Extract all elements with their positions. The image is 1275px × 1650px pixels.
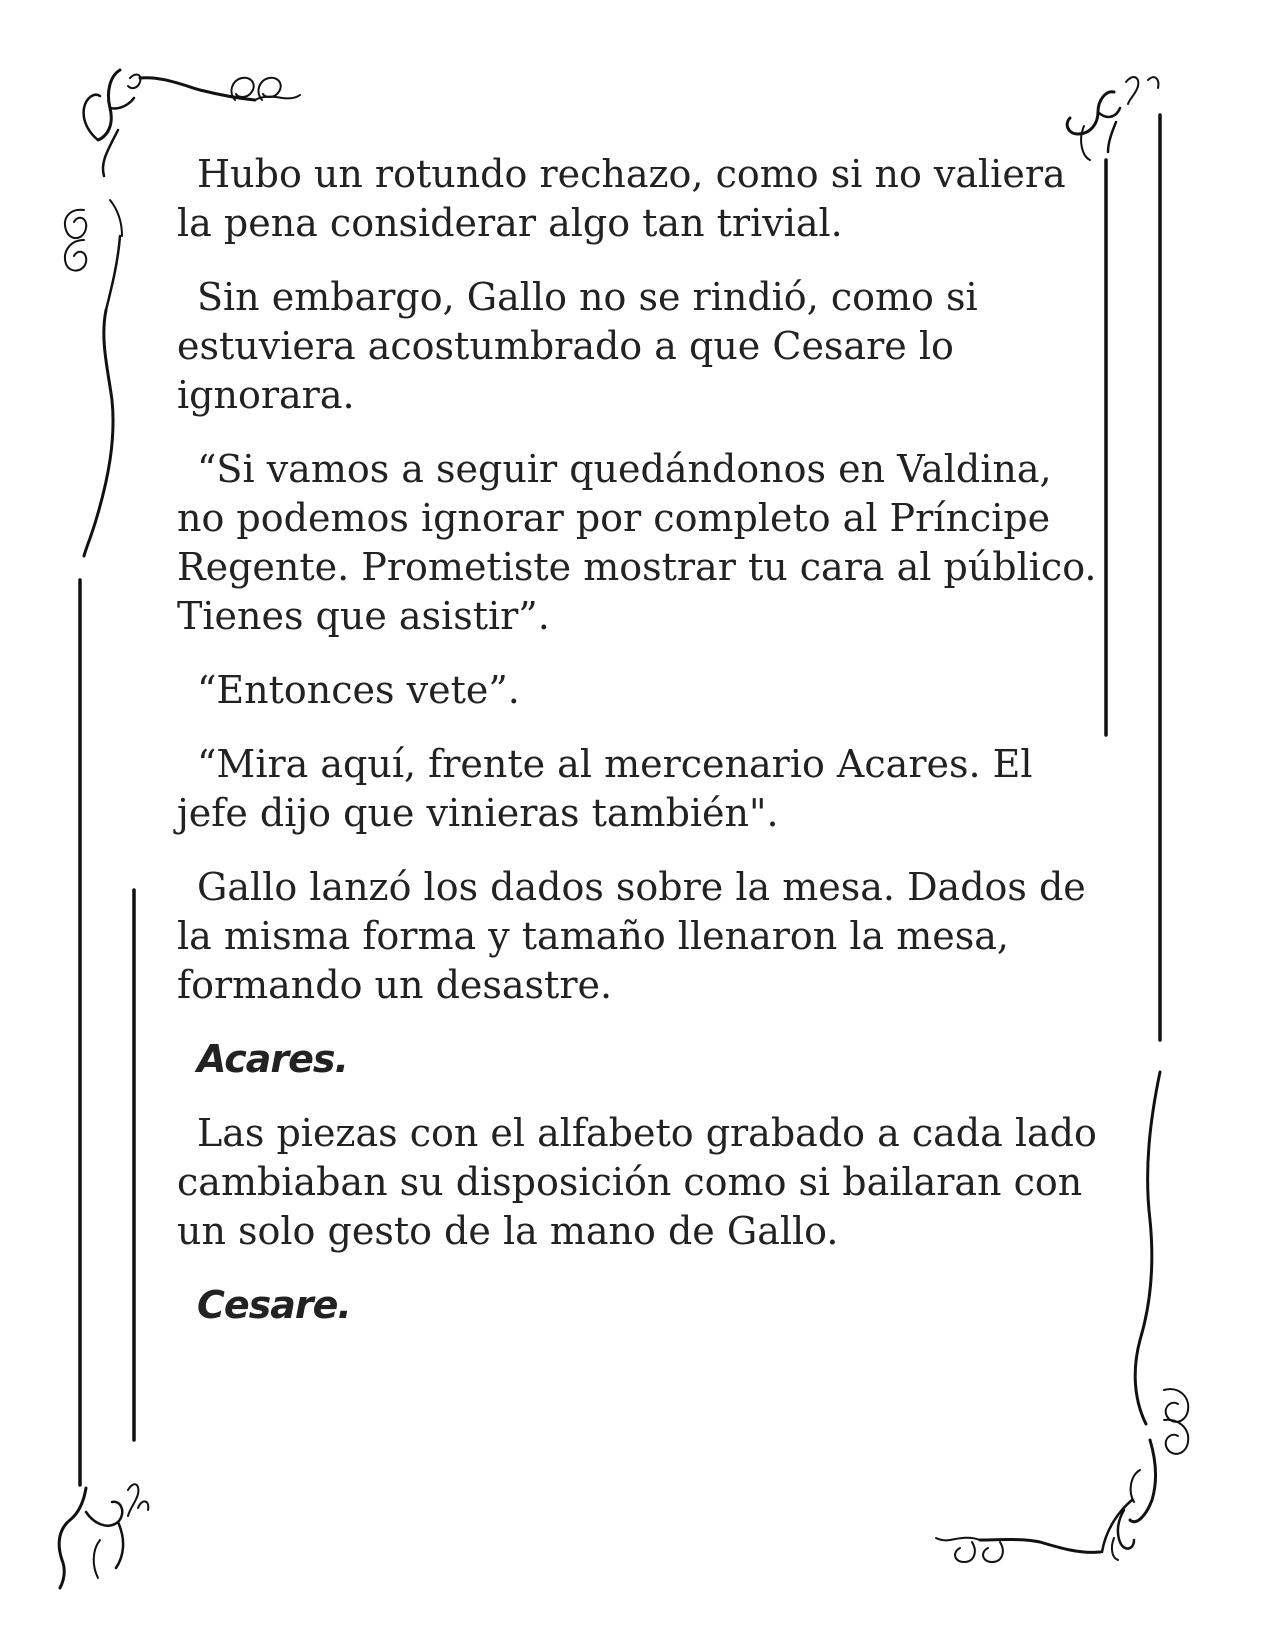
chapter-text [177,150,1107,1355]
paragraph: Hubo un rotundo rechazo, como si no valiera la pena considerar algo tan trivial. [177,152,1066,245]
paragraph: “Entonces vete”. [197,668,520,712]
paragraph: Sin embargo, Gallo no se rindió, como si estuviera acostumbrado a que Cesare lo ignorara. [177,275,978,417]
bottom-left-flourish-icon [59,1484,148,1588]
emphasized-name: Acares. [197,1037,348,1081]
paragraph: “Si vamos a seguir quedándonos en Valdina, no podemos ignorar por completo al Príncipe Regente. Prometiste mostrar tu cara al público. Tienes que asistir”. [177,447,1097,638]
paragraph: Las piezas con el alfabeto grabado a cada lado cambiaban su disposición como si bailaran con un solo gesto de la mano de Gallo. [177,1111,1097,1253]
emphasized-name: Cesare. [197,1283,351,1327]
top-right-flourish-icon [1067,77,1158,160]
paragraph: Gallo lanzó los dados sobre la mesa. Dados de la misma forma y tamaño llenaron la mesa, formando un desastre. [177,865,1086,1007]
paragraph: “Mira aquí, frente al mercenario Acares. El jefe dijo que vinieras también". [177,742,1033,835]
